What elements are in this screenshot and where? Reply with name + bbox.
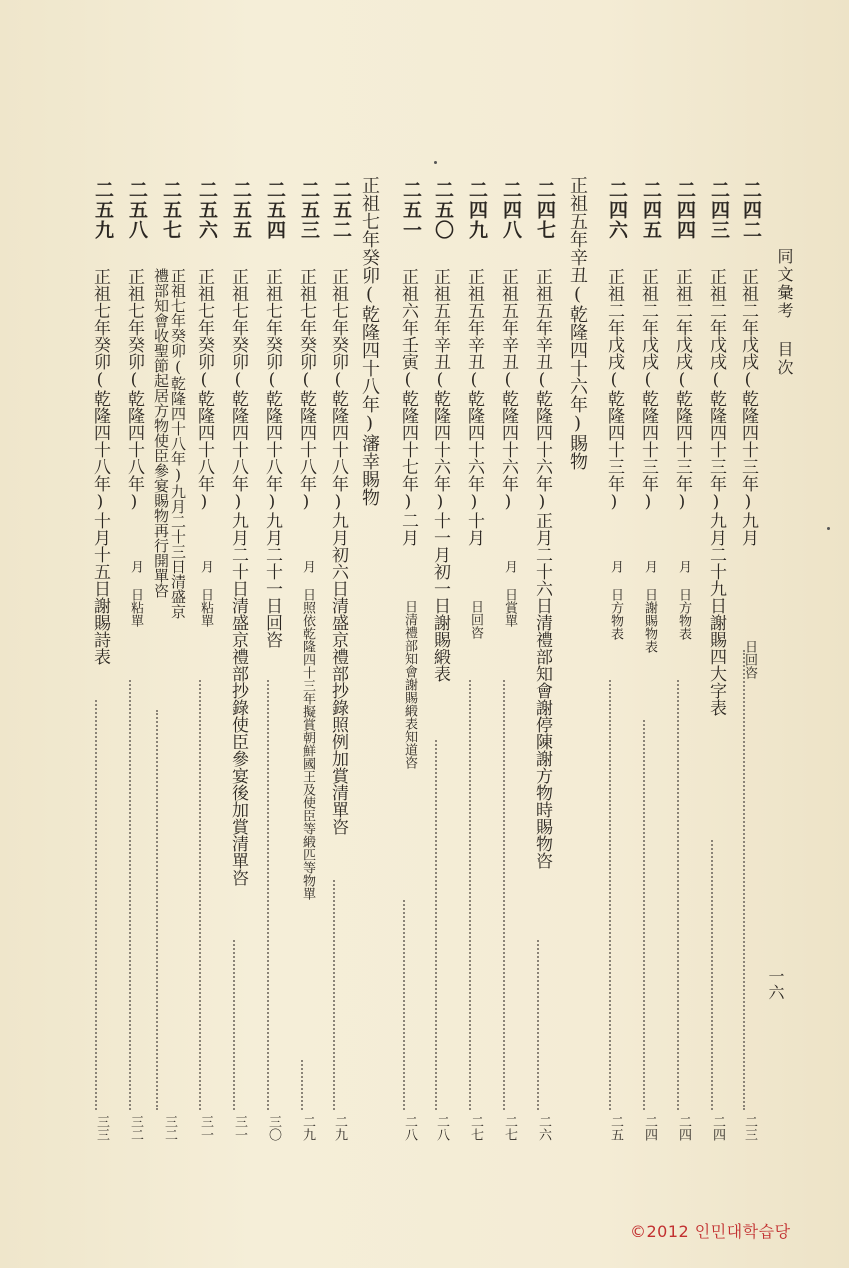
toc-entry-252[interactable]: [318, 180, 350, 1160]
entry-title: 正祖五年辛丑(乾隆四十六年)十一月初一日謝賜緞表: [430, 268, 450, 682]
entry-day: 月 日照依乾隆四十三年擬賞朝鮮國王及使臣等緞匹等物單: [300, 560, 315, 900]
entry-page: 二六: [536, 1115, 551, 1141]
entry-day: 月 日粘單: [198, 560, 213, 627]
dot-leader: [609, 680, 611, 1110]
dot-leader: [469, 680, 471, 1110]
entry-page: 二八: [434, 1115, 449, 1141]
toc-entry-256[interactable]: [184, 180, 216, 1160]
toc-entry-250[interactable]: [420, 180, 452, 1160]
entry-page: 二七: [468, 1115, 483, 1141]
entry-number: 二五九: [92, 180, 114, 240]
toc-entry-249[interactable]: [454, 180, 486, 1160]
entry-day: 日回咨: [468, 600, 483, 639]
toc-entry-247[interactable]: [522, 180, 554, 1160]
toc-entry-245[interactable]: [628, 180, 660, 1160]
dot-leader: [156, 710, 158, 1110]
dot-leader: [333, 880, 335, 1110]
toc-entry-246[interactable]: [594, 180, 626, 1160]
section-heading: 正祖五年辛丑(乾隆四十六年)賜物: [567, 176, 588, 470]
entry-number: 二五二: [330, 180, 352, 240]
entry-number: 二五七: [160, 180, 182, 240]
entry-page: 二八: [402, 1115, 417, 1141]
entry-title: 正祖七年癸卯(乾隆四十八年)十月十五日謝賜詩表: [90, 268, 110, 665]
entry-page: 三三: [94, 1115, 109, 1141]
dot-leader: [403, 900, 405, 1110]
entry-title: 正祖五年辛丑(乾隆四十六年)正月二十六日清禮部知會謝停陳謝方物時賜物咨: [532, 268, 552, 869]
entry-day: 月 日方物表: [608, 560, 623, 640]
entry-page: 二四: [676, 1115, 691, 1141]
dot-leader: [199, 680, 201, 1110]
dot-leader: [301, 1060, 303, 1110]
dot-leader: [503, 680, 505, 1110]
dot-leader: [643, 720, 645, 1110]
entry-day: 日清禮部知會謝賜緞表知道咨: [402, 600, 417, 769]
toc-entry-255[interactable]: [218, 180, 250, 1160]
entry-day: 日回咨: [742, 640, 757, 679]
entry-title: 正祖二年戊戌(乾隆四十三年): [672, 268, 692, 512]
dot-leader: [267, 680, 269, 1110]
entry-title: 正祖七年癸卯(乾隆四十八年)九月初六日清盛京禮部抄錄照例加賞清單咨: [328, 268, 348, 835]
toc-entry-243[interactable]: [696, 180, 728, 1160]
entry-page: 三二: [162, 1115, 177, 1141]
ink-speck: [827, 527, 830, 530]
dot-leader: [233, 940, 235, 1110]
entry-number: 二四八: [500, 180, 522, 240]
entry-page: 二七: [502, 1115, 517, 1141]
dot-leader: [711, 840, 713, 1110]
entry-page: 二四: [710, 1115, 725, 1141]
entry-page: 二三: [742, 1115, 757, 1141]
entry-page: 二四: [642, 1115, 657, 1141]
entry-number: 二四四: [674, 180, 696, 240]
entry-number: 二四七: [534, 180, 556, 240]
running-header: 同文彙考 目次: [775, 248, 794, 377]
entry-title-continued: 禮部知會收聖節起居方物使臣參宴賜物再行開單咨: [152, 268, 170, 598]
entry-day: 月 日粘單: [128, 560, 143, 627]
entry-number: 二五六: [196, 180, 218, 240]
entry-title: 正祖六年壬寅(乾隆四十七年)二月: [398, 268, 418, 546]
copyright-watermark: ©2012 인민대학습당: [630, 1222, 791, 1241]
entry-page: 三一: [232, 1115, 247, 1141]
entry-day: 月 日謝賜物表: [642, 560, 657, 653]
entry-number: 二五〇: [432, 180, 454, 240]
page-number: 一六: [766, 968, 785, 1000]
entry-number: 二四三: [708, 180, 730, 240]
toc-entry-259[interactable]: [80, 180, 112, 1160]
entry-title: 正祖七年癸卯(乾隆四十八年): [194, 268, 214, 512]
dot-leader: [743, 650, 745, 1110]
entry-title: 正祖二年戊戌(乾隆四十三年)九月: [738, 268, 758, 546]
entry-number: 二四二: [740, 180, 762, 240]
entry-number: 二四五: [640, 180, 662, 240]
entry-page: 三二: [128, 1115, 143, 1141]
entry-number: 二五一: [400, 180, 422, 240]
section-heading: 正祖七年癸卯(乾隆四十八年)瀋幸賜物: [359, 176, 380, 506]
entry-title: 正祖七年癸卯(乾隆四十八年)九月二十一日回咨: [262, 268, 282, 648]
dot-leader: [435, 740, 437, 1110]
toc-entry-253[interactable]: [286, 180, 318, 1160]
toc-entry-258[interactable]: [114, 180, 146, 1160]
entry-page: 二九: [332, 1115, 347, 1141]
entry-title: 正祖二年戊戌(乾隆四十三年): [604, 268, 624, 512]
entry-page: 二九: [300, 1115, 315, 1141]
entry-page: 三一: [198, 1115, 213, 1141]
entry-page: 二五: [608, 1115, 623, 1141]
dot-leader: [95, 700, 97, 1110]
entry-number: 二四六: [606, 180, 628, 240]
toc-entry-248[interactable]: [488, 180, 520, 1160]
toc-entry-242[interactable]: [728, 180, 760, 1160]
entry-day: 月 日賞單: [502, 560, 517, 627]
entry-title: 正祖七年癸卯(乾隆四十八年): [296, 268, 316, 512]
entry-day: 月 日方物表: [676, 560, 691, 640]
entry-title: 正祖七年癸卯(乾隆四十八年)九月二十三日清盛京: [169, 268, 187, 619]
entry-page: 三〇: [266, 1115, 281, 1141]
entry-title: 正祖二年戊戌(乾隆四十三年)九月二十九日謝賜四大字表: [706, 268, 726, 716]
dot-leader: [677, 680, 679, 1110]
entry-title: 正祖二年戊戌(乾隆四十三年): [638, 268, 658, 512]
entry-number: 二五八: [126, 180, 148, 240]
entry-number: 二四九: [466, 180, 488, 240]
dot-leader: [129, 680, 131, 1110]
entry-title: 正祖七年癸卯(乾隆四十八年): [124, 268, 144, 512]
toc-entry-251[interactable]: [388, 180, 420, 1160]
entry-title: 正祖七年癸卯(乾隆四十八年)九月二十日清盛京禮部抄錄使臣參宴後加賞清單咨: [228, 268, 248, 886]
entry-title: 正祖五年辛丑(乾隆四十六年): [498, 268, 518, 512]
toc-entry-244[interactable]: [662, 180, 694, 1160]
ink-speck: [434, 161, 437, 164]
entry-title: 正祖五年辛丑(乾隆四十六年)十月: [464, 268, 484, 546]
entry-number: 二五三: [298, 180, 320, 240]
toc-entry-254[interactable]: [252, 180, 284, 1160]
entry-number: 二五五: [230, 180, 252, 240]
dot-leader: [537, 940, 539, 1110]
toc-entry-257[interactable]: [148, 180, 187, 1160]
entry-number: 二五四: [264, 180, 286, 240]
